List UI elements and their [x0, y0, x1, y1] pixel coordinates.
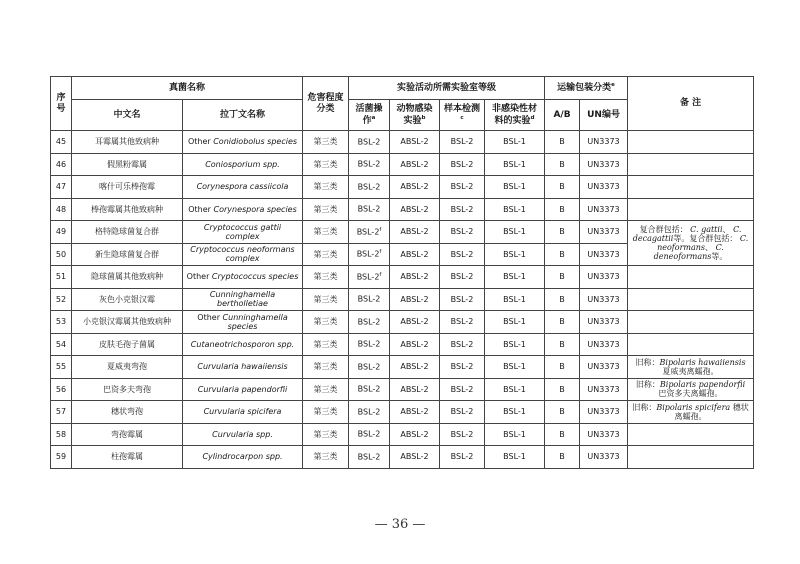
- table-row: [51, 131, 754, 154]
- transport-ab: B: [545, 423, 580, 446]
- seq-number: 56: [51, 378, 72, 401]
- un-number: UN3373: [580, 131, 628, 154]
- seq-number: 58: [51, 423, 72, 446]
- header-transport: 运输包装分类$^e$: [545, 77, 628, 100]
- transport-ab: B: [545, 333, 580, 356]
- noninf-level: BSL-1: [485, 311, 545, 334]
- table-row: [51, 153, 754, 176]
- latin-name: Curvularia hawaiiensis: [183, 356, 303, 379]
- live-op-level: BSL-2$^f$: [349, 243, 390, 266]
- chinese-name: 喀什可乐棒孢霉: [72, 176, 183, 199]
- live-op-level: BSL-2: [349, 333, 390, 356]
- live-op-level: BSL-2: [349, 131, 390, 154]
- seq-number: 47: [51, 176, 72, 199]
- header-remarks: 备 注: [628, 77, 754, 131]
- hazard-class: 第三类: [303, 378, 349, 401]
- chinese-name: 皮肤毛孢子菌属: [72, 333, 183, 356]
- live-op-level: BSL-2: [349, 153, 390, 176]
- header-seq: 序号: [51, 77, 72, 131]
- header-noninf: 非感染性材料的实验$^d$: [485, 100, 545, 131]
- latin-name: Other Cryptococcus species: [183, 266, 303, 289]
- un-number: UN3373: [580, 401, 628, 424]
- remark-empty: [628, 153, 754, 176]
- chinese-name: 隐球菌属其他致病种: [72, 266, 183, 289]
- animal-level: ABSL-2: [390, 311, 440, 334]
- header-ab: A/B: [545, 100, 580, 131]
- latin-name: Curvularia spicifera: [183, 401, 303, 424]
- live-op-level: BSL-2: [349, 176, 390, 199]
- hazard-class: 第三类: [303, 333, 349, 356]
- un-number: UN3373: [580, 378, 628, 401]
- sample-level: BSL-2: [440, 423, 485, 446]
- live-op-level: BSL-2: [349, 288, 390, 311]
- remark-empty: [628, 266, 754, 289]
- header-un: UN编号: [580, 100, 628, 131]
- seq-number: 51: [51, 266, 72, 289]
- table-row: [51, 176, 754, 199]
- noninf-level: BSL-1: [485, 401, 545, 424]
- live-op-level: BSL-2: [349, 356, 390, 379]
- table-row: [51, 423, 754, 446]
- hazard-class: 第三类: [303, 288, 349, 311]
- live-op-level: BSL-2: [349, 401, 390, 424]
- table-row: [51, 221, 754, 244]
- latin-name: Corynespora cassiicola: [183, 176, 303, 199]
- hazard-class: 第三类: [303, 176, 349, 199]
- chinese-name: 巴资多夫弯孢: [72, 378, 183, 401]
- sample-level: BSL-2: [440, 131, 485, 154]
- latin-name: Other Cunninghamella species: [183, 311, 303, 334]
- un-number: UN3373: [580, 446, 628, 469]
- seq-number: 59: [51, 446, 72, 469]
- transport-ab: B: [545, 401, 580, 424]
- sample-level: BSL-2: [440, 446, 485, 469]
- seq-number: 49: [51, 221, 72, 244]
- noninf-level: BSL-1: [485, 221, 545, 244]
- chinese-name: 假黑粉霉属: [72, 153, 183, 176]
- latin-name: Cutaneotrichosporon spp.: [183, 333, 303, 356]
- header-fungus-name: 真菌名称: [72, 77, 303, 100]
- table-row: [51, 333, 754, 356]
- hazard-class: 第三类: [303, 311, 349, 334]
- latin-name: Other Corynespora species: [183, 198, 303, 221]
- live-op-level: BSL-2: [349, 311, 390, 334]
- latin-name: Cryptococcus gattii complex: [183, 221, 303, 244]
- table-row: [51, 288, 754, 311]
- hazard-class: 第三类: [303, 131, 349, 154]
- chinese-name: 棒孢霉属其他致病种: [72, 198, 183, 221]
- chinese-name: 夏威夷弯孢: [72, 356, 183, 379]
- header-hazard: 危害程度分类: [303, 77, 349, 131]
- noninf-level: BSL-1: [485, 153, 545, 176]
- hazard-class: 第三类: [303, 198, 349, 221]
- latin-name: Coniosporium spp.: [183, 153, 303, 176]
- sample-level: BSL-2: [440, 243, 485, 266]
- latin-name: Cylindrocarpon spp.: [183, 446, 303, 469]
- header-animal: 动物感染实验$^b$: [390, 100, 440, 131]
- header-row-top: [51, 77, 754, 100]
- live-op-level: BSL-2: [349, 446, 390, 469]
- remark-empty: [628, 333, 754, 356]
- hazard-class: 第三类: [303, 356, 349, 379]
- remark-empty: [628, 131, 754, 154]
- hazard-class: 第三类: [303, 243, 349, 266]
- seq-number: 45: [51, 131, 72, 154]
- sample-level: BSL-2: [440, 198, 485, 221]
- table-row: [51, 446, 754, 469]
- un-number: UN3373: [580, 243, 628, 266]
- table-row: [51, 198, 754, 221]
- latin-name: Other Conidiobolus species: [183, 131, 303, 154]
- sample-level: BSL-2: [440, 221, 485, 244]
- latin-name: Curvularia spp.: [183, 423, 303, 446]
- chinese-name: 耳霉属其他致病种: [72, 131, 183, 154]
- hazard-class: 第三类: [303, 266, 349, 289]
- remark-empty: [628, 423, 754, 446]
- animal-level: ABSL-2: [390, 356, 440, 379]
- table-row: [51, 401, 754, 424]
- noninf-level: BSL-1: [485, 423, 545, 446]
- noninf-level: BSL-1: [485, 266, 545, 289]
- hazard-class: 第三类: [303, 446, 349, 469]
- live-op-level: BSL-2$^f$: [349, 266, 390, 289]
- fungi-classification-table: [50, 76, 754, 469]
- remark-empty: [628, 311, 754, 334]
- chinese-name: 新生隐球菌复合群: [72, 243, 183, 266]
- seq-number: 48: [51, 198, 72, 221]
- transport-ab: B: [545, 356, 580, 379]
- un-number: UN3373: [580, 311, 628, 334]
- sample-level: BSL-2: [440, 356, 485, 379]
- remark-r55: 旧称：Bipolaris hawaiiensis 夏威夷离蠕孢。: [628, 356, 754, 379]
- transport-ab: B: [545, 266, 580, 289]
- latin-name: Cryptococcus neoformans complex: [183, 243, 303, 266]
- animal-level: ABSL-2: [390, 131, 440, 154]
- transport-ab: B: [545, 446, 580, 469]
- un-number: UN3373: [580, 176, 628, 199]
- un-number: UN3373: [580, 153, 628, 176]
- table-row: [51, 356, 754, 379]
- sample-level: BSL-2: [440, 288, 485, 311]
- header-sample: 样本检测$^c$: [440, 100, 485, 131]
- page-number: — 36 —: [374, 517, 426, 532]
- table-row: [51, 311, 754, 334]
- seq-number: 54: [51, 333, 72, 356]
- animal-level: ABSL-2: [390, 288, 440, 311]
- sample-level: BSL-2: [440, 311, 485, 334]
- live-op-level: BSL-2: [349, 198, 390, 221]
- noninf-level: BSL-1: [485, 356, 545, 379]
- noninf-level: BSL-1: [485, 288, 545, 311]
- transport-ab: B: [545, 378, 580, 401]
- seq-number: 52: [51, 288, 72, 311]
- chinese-name: 穗状弯孢: [72, 401, 183, 424]
- animal-level: ABSL-2: [390, 198, 440, 221]
- noninf-level: BSL-1: [485, 378, 545, 401]
- remark-empty: [628, 288, 754, 311]
- transport-ab: B: [545, 221, 580, 244]
- seq-number: 50: [51, 243, 72, 266]
- transport-ab: B: [545, 288, 580, 311]
- sample-level: BSL-2: [440, 401, 485, 424]
- animal-level: ABSL-2: [390, 176, 440, 199]
- latin-name: Curvularia papendorfii: [183, 378, 303, 401]
- un-number: UN3373: [580, 198, 628, 221]
- remark-r57: 旧称：Bipolaris spicifera 穗状离蠕孢。: [628, 401, 754, 424]
- chinese-name: 弯孢霉属: [72, 423, 183, 446]
- noninf-level: BSL-1: [485, 243, 545, 266]
- transport-ab: B: [545, 153, 580, 176]
- remark-r56: 旧称：Bipolaris papendorfii 巴资多夫离蠕孢。: [628, 378, 754, 401]
- seq-number: 46: [51, 153, 72, 176]
- animal-level: ABSL-2: [390, 423, 440, 446]
- sample-level: BSL-2: [440, 333, 485, 356]
- chinese-name: 灰色小克银汉霉: [72, 288, 183, 311]
- live-op-level: BSL-2: [349, 378, 390, 401]
- sample-level: BSL-2: [440, 176, 485, 199]
- animal-level: ABSL-2: [390, 378, 440, 401]
- table-body: [51, 131, 754, 469]
- animal-level: ABSL-2: [390, 153, 440, 176]
- header-live-op: 活菌操作$^a$: [349, 100, 390, 131]
- un-number: UN3373: [580, 288, 628, 311]
- sample-level: BSL-2: [440, 266, 485, 289]
- seq-number: 55: [51, 356, 72, 379]
- sample-level: BSL-2: [440, 378, 485, 401]
- chinese-name: 小克银汉霉属其他致病种: [72, 311, 183, 334]
- transport-ab: B: [545, 243, 580, 266]
- un-number: UN3373: [580, 356, 628, 379]
- header-cn-name: 中文名: [72, 100, 183, 131]
- un-number: UN3373: [580, 333, 628, 356]
- remark-empty: [628, 176, 754, 199]
- transport-ab: B: [545, 311, 580, 334]
- table-row: [51, 378, 754, 401]
- latin-name: Cunninghamella bertholletiae: [183, 288, 303, 311]
- noninf-level: BSL-1: [485, 176, 545, 199]
- animal-level: ABSL-2: [390, 333, 440, 356]
- chinese-name: 格特隐球菌复合群: [72, 221, 183, 244]
- animal-level: ABSL-2: [390, 446, 440, 469]
- noninf-level: BSL-1: [485, 333, 545, 356]
- seq-number: 57: [51, 401, 72, 424]
- header-latin-name: 拉丁文名称: [183, 100, 303, 131]
- un-number: UN3373: [580, 221, 628, 244]
- noninf-level: BSL-1: [485, 198, 545, 221]
- animal-level: ABSL-2: [390, 221, 440, 244]
- un-number: UN3373: [580, 423, 628, 446]
- transport-ab: B: [545, 131, 580, 154]
- transport-ab: B: [545, 176, 580, 199]
- header-lab-level: 实验活动所需实验室等级: [349, 77, 545, 100]
- noninf-level: BSL-1: [485, 131, 545, 154]
- live-op-level: BSL-2: [349, 423, 390, 446]
- animal-level: ABSL-2: [390, 243, 440, 266]
- hazard-class: 第三类: [303, 153, 349, 176]
- sample-level: BSL-2: [440, 153, 485, 176]
- un-number: UN3373: [580, 266, 628, 289]
- remark-empty: [628, 446, 754, 469]
- chinese-name: 柱孢霉属: [72, 446, 183, 469]
- live-op-level: BSL-2$^f$: [349, 221, 390, 244]
- hazard-class: 第三类: [303, 401, 349, 424]
- table-row: [51, 266, 754, 289]
- animal-level: ABSL-2: [390, 266, 440, 289]
- animal-level: ABSL-2: [390, 401, 440, 424]
- transport-ab: B: [545, 198, 580, 221]
- remark-empty: [628, 198, 754, 221]
- seq-number: 53: [51, 311, 72, 334]
- hazard-class: 第三类: [303, 423, 349, 446]
- noninf-level: BSL-1: [485, 446, 545, 469]
- remark-cryptococcus: 复合群包括： C. gattii、 C. decagattii等。复合群包括： C. neoformans、 C. deneoformans等。: [628, 221, 754, 266]
- hazard-class: 第三类: [303, 221, 349, 244]
